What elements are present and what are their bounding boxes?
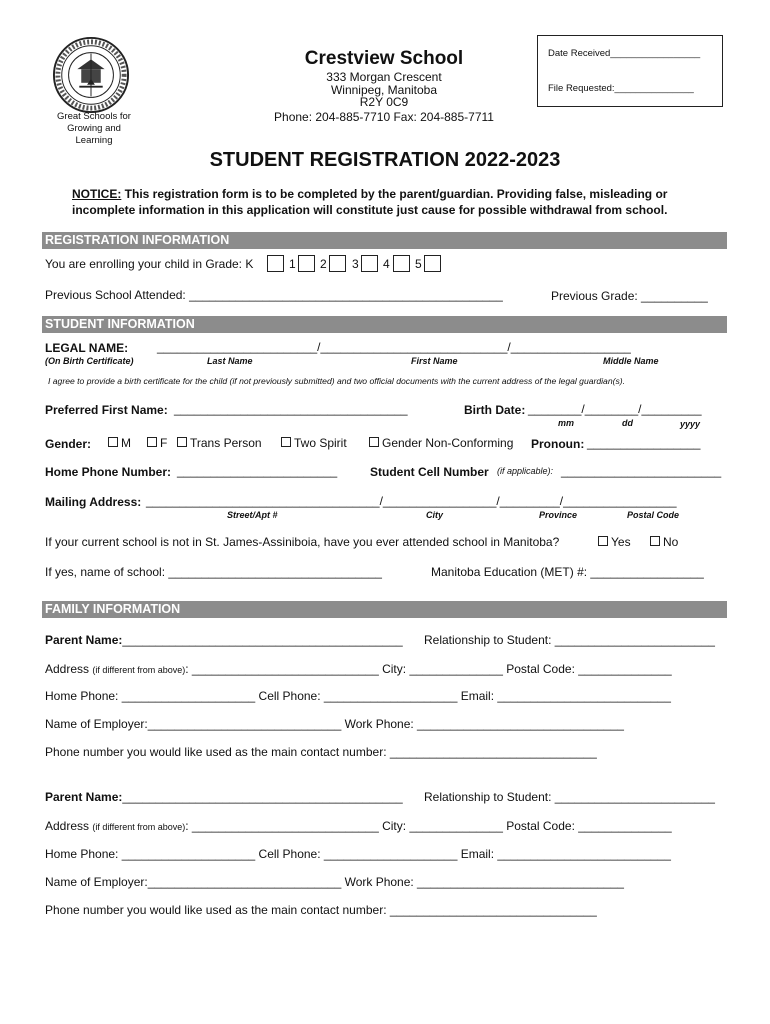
preferred-name-field[interactable]: ___________________________________ [174,402,408,416]
motto-line: Learning [75,135,113,146]
birth-date-label: Birth Date: [464,403,526,417]
school-phone: Phone: 204-885-7710 Fax: 204-885-7711 [274,110,494,124]
form-title: STUDENT REGISTRATION 2022-2023 [209,149,561,171]
date-received-field[interactable]: Date Received_________________ [548,48,701,59]
checkbox-icon [650,536,660,546]
gender-option-trans[interactable] [177,436,262,450]
mm-caption: mm [558,418,575,428]
notice [72,186,667,218]
grade-2-checkbox[interactable] [329,255,346,272]
mailing-address-field[interactable]: ___________________________________/_________________/_________/_________________ [146,494,677,508]
address-city-postal-fields[interactable]: : ____________________________ City: ______________ Postal Code: ______________ [185,819,672,833]
notice-label: NOTICE: [72,187,122,201]
address-line: Winnipeg, Manitoba [330,82,438,97]
grade-5-checkbox[interactable] [424,255,441,272]
gender-option-m[interactable] [108,436,131,450]
middle-name-caption: Middle Name [603,356,659,366]
grade-3-checkbox[interactable] [361,255,378,272]
pronoun-label: Pronoun: [531,437,585,451]
school-division-logo [52,36,130,114]
checkbox-icon [147,437,157,447]
gender-option-non-conforming[interactable] [369,436,513,450]
home-phone-label: Home Phone Number: [45,465,172,479]
previous-school-field[interactable]: Previous School Attended: _______________________________________________ [45,288,503,302]
phone-email-fields[interactable]: Home Phone: ____________________ Cell Phone: ____________________ Email: __________________________ [45,689,671,703]
dd-caption: dd [622,418,633,428]
birth-date-field[interactable]: ________/________/_________ [528,402,702,416]
address-label: Address [45,819,93,833]
street-caption: Street/Apt # [227,510,278,520]
option-label: F [160,436,168,450]
address-note: (if different from above) [92,665,186,675]
checkbox-icon [108,437,118,447]
student-cell-field[interactable]: ________________________ [561,464,722,478]
parent-name-label: Parent Name: [45,790,123,804]
student-cell-note: (if applicable): [497,466,554,476]
previous-manitoba-school-field[interactable]: If yes, name of school: ________________________________ [45,565,382,579]
school-address [250,71,518,109]
address-label: Address [45,662,93,676]
attended-no-option[interactable] [650,535,678,549]
checkbox-icon [598,536,608,546]
notice-text: incomplete information in this application will constitute just cause for possible withdrawal from school. [72,203,668,217]
gender-label: Gender: [45,437,92,451]
province-caption: Province [539,510,578,520]
met-number-field[interactable]: Manitoba Education (MET) #: _________________ [431,565,704,579]
parent-name-field[interactable]: __________________________________________ [122,633,403,647]
family-section-header: FAMILY INFORMATION [42,601,727,618]
legal-name-label: LEGAL NAME: [45,341,129,355]
grade-label: 1 [289,257,296,271]
employer-fields[interactable]: Name of Employer:_____________________________ Work Phone: _______________________________ [45,875,624,889]
motto-line: Growing and [67,123,121,134]
student-cell-label: Student Cell Number [370,465,489,479]
city-caption: City [426,510,444,520]
option-label: Yes [611,535,631,549]
checkbox-icon [177,437,187,447]
option-label: Gender Non-Conforming [382,436,514,450]
grade-label: 4 [383,257,390,271]
address-city-postal-fields[interactable]: : ____________________________ City: ______________ Postal Code: ______________ [185,662,672,676]
motto [42,111,146,147]
relationship-field[interactable]: Relationship to Student: ________________________ [424,633,715,647]
attended-question: If your current school is not in St. James-Assiniboia, have you ever attended school in Manitoba? [45,535,560,549]
office-use-box [537,35,723,107]
option-label: Trans Person [190,436,262,450]
option-label: No [663,535,679,549]
grade-k-checkbox[interactable] [267,255,284,272]
postal-code-caption: Postal Code [627,510,680,520]
gender-option-f[interactable] [147,436,167,450]
grade-1-checkbox[interactable] [298,255,315,272]
preferred-name-label: Preferred First Name: [45,403,168,417]
option-label: Two Spirit [294,436,347,450]
employer-fields[interactable]: Name of Employer:_____________________________ Work Phone: _______________________________ [45,717,624,731]
main-contact-field[interactable]: Phone number you would like used as the main contact number: _______________________________ [45,903,597,917]
grade-label: 3 [352,257,359,271]
attended-yes-option[interactable] [598,535,631,549]
relationship-field[interactable]: Relationship to Student: ________________________ [424,790,715,804]
grade-4-checkbox[interactable] [393,255,410,272]
registration-section-header: REGISTRATION INFORMATION [42,232,727,249]
parent-name-label: Parent Name: [45,633,123,647]
address-line: R2Y 0C9 [359,95,409,109]
pronoun-field[interactable]: _________________ [587,436,701,450]
motto-line: Great Schools for [57,111,131,122]
grade-label: 2 [320,257,327,271]
birth-certificate-note: (On Birth Certificate) [45,356,134,366]
option-label: M [121,436,131,450]
school-name: Crestview School [304,48,464,69]
file-requested-field[interactable]: File Requested:_______________ [548,83,694,94]
checkbox-icon [369,437,379,447]
phone-email-fields[interactable]: Home Phone: ____________________ Cell Phone: ____________________ Email: __________________________ [45,847,671,861]
gender-option-two-spirit[interactable] [281,436,347,450]
birth-certificate-agreement: I agree to provide a birth certificate for the child (if not previously submitted) and two official documents with the current address of the legal guardian(s). [48,376,626,386]
notice-text: This registration form is to be completed by the parent/guardian. Providing false, misleading or [121,187,668,201]
checkbox-icon [281,437,291,447]
grade-prompt: You are enrolling your child in Grade: K [45,257,254,271]
address-line: 333 Morgan Crescent [326,70,442,84]
previous-grade-field[interactable]: Previous Grade: __________ [551,289,708,303]
main-contact-field[interactable]: Phone number you would like used as the main contact number: _______________________________ [45,745,597,759]
parent-name-field[interactable]: __________________________________________ [122,790,403,804]
address-note: (if different from above) [92,822,186,832]
last-name-caption: Last Name [207,356,253,366]
grade-label: 5 [415,257,422,271]
student-section-header: STUDENT INFORMATION [42,316,727,333]
yyyy-caption: yyyy [680,419,701,429]
first-name-caption: First Name [411,356,458,366]
home-phone-field[interactable]: ________________________ [177,464,338,478]
legal-name-field[interactable]: ________________________/____________________________/__________________ [157,340,631,354]
mailing-address-label: Mailing Address: [45,495,142,509]
